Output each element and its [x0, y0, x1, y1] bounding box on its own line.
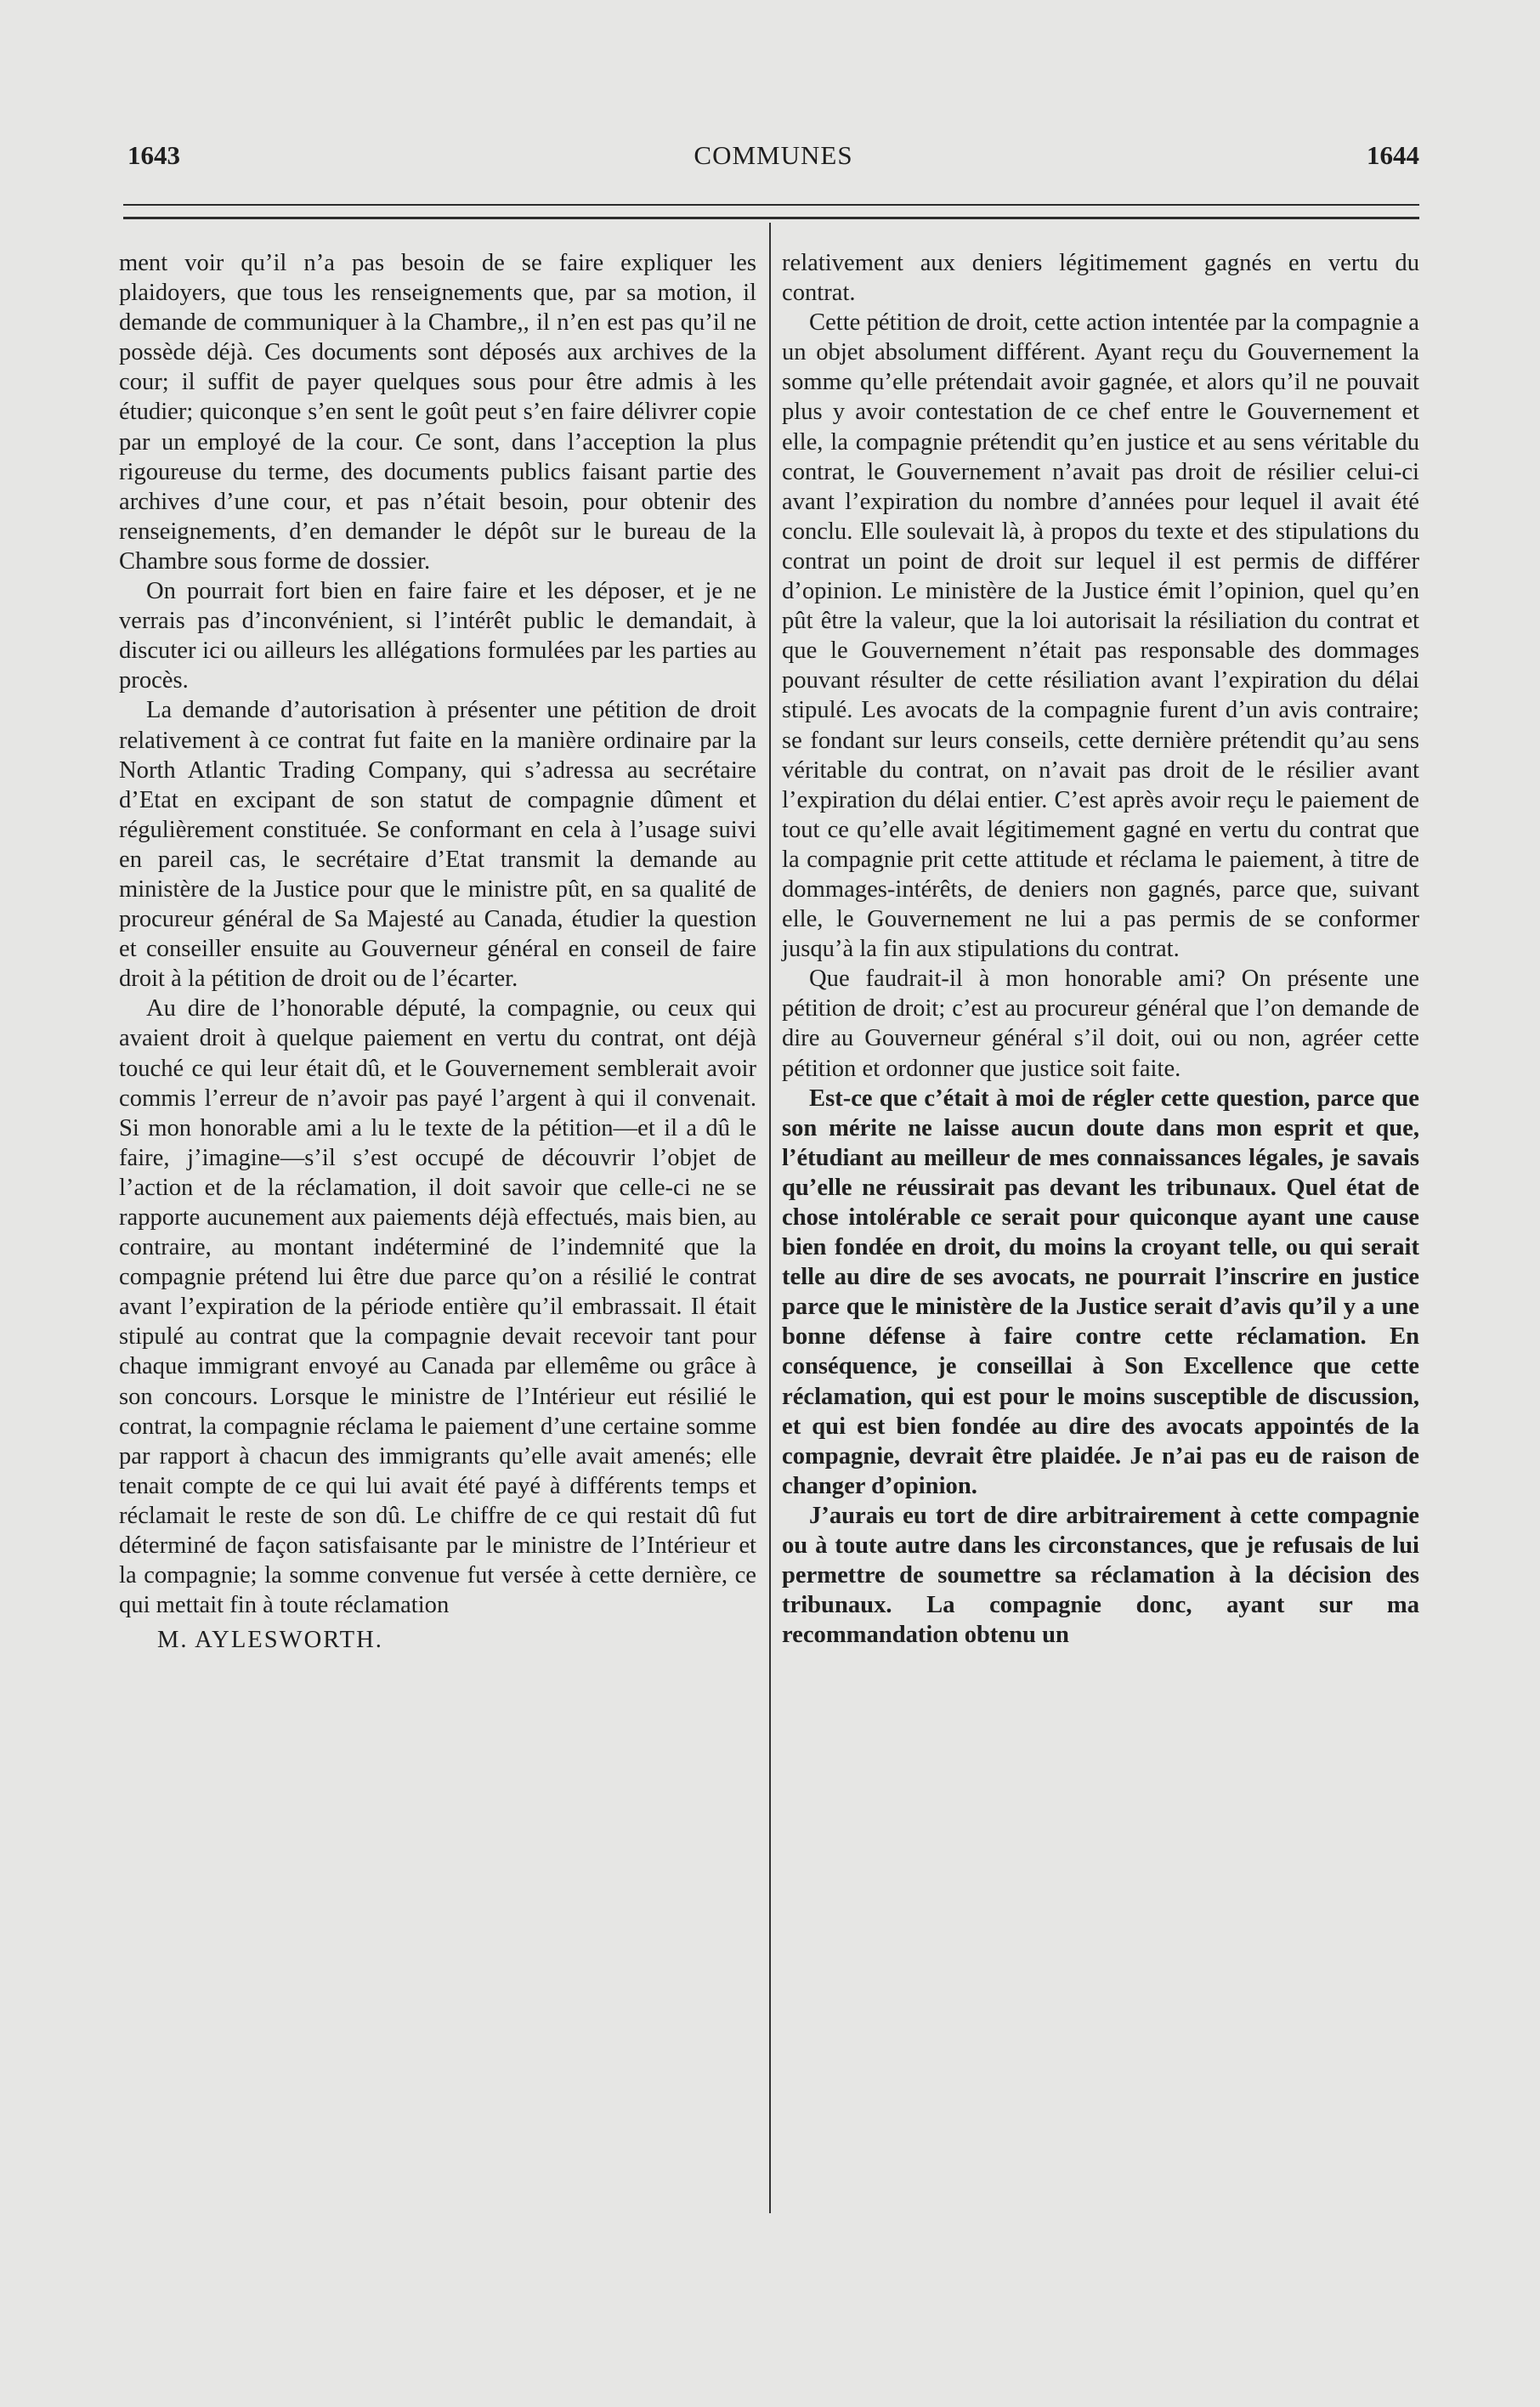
paragraph: relativement aux deniers légitimement gagnés en vertu du contrat.	[782, 250, 1419, 307]
column-divider	[769, 223, 771, 2213]
paragraph: Cette pétition de droit, cette action intentée par la compagnie a un objet absolument différent. Ayant reçu du Gouvernement la somme qu’elle prétendait avoir gagnée, et alors qu’il ne pouvait plus y avoir contestation de ce chef entre le Gouvernement et elle, la compagnie prétendit qu’en justice et au sens véritable du contrat, le Gouvernement n’avait pas droit de résilier celui-ci avant l’expiration du nombre d’années pour lequel il avait été conclu. Elle soulevait là, à propos du texte et des stipulations du contrat un point de droit sur lequel il est permis de différer d’opinion. Le ministère de la Justice émit l’opinion, quel qu’en pût être la valeur, que la loi autorisait la résiliation du contrat et que le Gouvernement n’était pas responsable des dommages pouvant résulter de cette résiliation avant l’expiration du délai stipulé. Les avocats de la compagnie furent d’un avis contraire; se fondant sur leurs conseils, cette dernière prétendit qu’au sens véritable du contrat, on n’avait pas droit de le résilier avant l’expiration du délai entier. C’est après avoir reçu le paiement de tout ce qu’elle avait légitimement gagné en vertu du contrat que la compagnie prit cette attitude et réclama le paiement, à titre de dommages-intérêts, de deniers non gagnés, parce que, suivant elle, le Gouvernement ne lui a pas permis de se conformer jusqu’à la fin aux stipulations du contrat.	[782, 309, 1419, 963]
paragraph: Que faudrait-il à mon honorable ami? On présente une pétition de droit; c’est au procureur général que l’on demande de dire au Gouverneur général s’il doit, oui ou non, agréer cette pétition et ordonner que justice soit faite.	[782, 966, 1419, 1082]
page-header	[127, 140, 1419, 183]
header-rule-thick	[123, 217, 1419, 219]
speaker-name: M. AYLESWORTH.	[157, 1627, 383, 1654]
right-page-number: 1644	[1367, 140, 1419, 170]
left-page-number: 1643	[127, 140, 180, 170]
right-column	[782, 248, 1419, 1650]
paragraph: Au dire de l’honorable député, la compagnie, ou ceux qui avaient droit à quelque paiement en vertu du contrat, ont déjà touché ce qui leur était dû, et le Gouvernement semblerait avoir commis l’erreur de n’avoir pas payé l’argent à qui il convenait. Si mon honorable ami a lu le texte de la pétition—et il a dû le faire, j’imagine—s’il s’est occupé de découvrir l’objet de l’action et de la réclamation, il doit savoir que celle-ci ne se rapporte aucunement aux paiements déjà effectués, mais bien, au contraire, au montant indéterminé de l’indemnité que la compagnie prétend lui être due parce qu’on a résilié le contrat avant l’expiration de la période entière qu’il embrassait. Il était stipulé au contrat que la compagnie devait recevoir tant pour chaque immigrant envoyé au Canada par ellemême ou grâce à son concours. Lorsque le ministre de l’Intérieur eut résilié le contrat, la compagnie réclama le paiement d’une certaine somme par rapport à chacun des immigrants qu’elle avait amenés; elle tenait compte de ce qui lui avait été payé à différents temps et réclamait le reste de son dû. Le chiffre de ce qui restait dû fut déterminé de façon satisfaisante par le ministre de l’Intérieur et la compagnie; la somme convenue fut versée à cette dernière, ce qui mettait fin à toute réclamation	[119, 995, 756, 1619]
paragraph: La demande d’autorisation à présenter une pétition de droit relativement à ce contrat fut faite en la manière ordinaire par la North Atlantic Trading Company, qui s’adressa au secrétaire d’Etat en excipant de son statut de compagnie dûment et régulièrement constituée. Se conformant en cela à l’usage suivi en pareil cas, le secrétaire d’Etat transmit la demande au ministère de la Justice pour que le ministre pût, en sa qualité de procureur général de Sa Majesté au Canada, étudier la question et conseiller ensuite au Gouverneur général en conseil de faire droit à la pétition de droit ou de l’écarter.	[119, 697, 756, 993]
page-title: COMMUNES	[694, 140, 853, 170]
left-column	[119, 248, 756, 1655]
paragraph: ment voir qu’il n’a pas besoin de se faire expliquer les plaidoyers, que tous les renseignements que, par sa motion, il demande de communiquer à la Chambre,, il n’en est pas qu’il ne possède déjà. Ces documents sont déposés aux archives de la cour; il suffit de payer quelques sous pour être admis à les étudier; quiconque s’en sent le goût peut s’en faire délivrer copie par un employé de la cour. Ce sont, dans l’acception la plus rigoureuse du terme, des documents publics faisant partie des archives d’une cour, et pas n’était besoin, pour obtenir des renseignements, d’en demander le dépôt sur le bureau de la Chambre sous forme de dossier.	[119, 250, 756, 575]
header-rule-thin	[123, 204, 1419, 206]
paragraph: J’aurais eu tort de dire arbitrairement à cette compagnie ou à toute autre dans les circonstances, que je refusais de lui permettre de soumettre sa réclamation à la décision des tribunaux. La compagnie donc, ayant sur ma recommandation obtenu un	[782, 1502, 1419, 1649]
paragraph: On pourrait fort bien en faire faire et les déposer, et je ne verrais pas d’inconvénient, si l’intérêt public le demandait, à discuter ici ou ailleurs les allégations formulées par les parties au procès.	[119, 578, 756, 694]
paragraph: Est-ce que c’était à moi de régler cette question, parce que son mérite ne laisse aucun doute dans mon esprit et que, l’étudiant au meilleur de mes connaissances légales, je savais qu’elle ne réussirait pas devant les tribunaux. Quel état de chose intolérable ce serait pour quiconque ayant une cause bien fondée en droit, du moins la croyant telle, ou qui serait telle au dire de ses avocats, ne pourrait l’inscrire en justice parce que le ministère de la Justice serait d’avis qu’il y a une bonne défense à faire contre cette réclamation. En conséquence, je conseillai à Son Excellence que cette réclamation, qui est pour le moins susceptible de discussion, et qui est bien fondée au dire des avocats appointés de la compagnie, devrait être plaidée. Je n’ai pas eu de raison de changer d’opinion.	[782, 1085, 1419, 1499]
